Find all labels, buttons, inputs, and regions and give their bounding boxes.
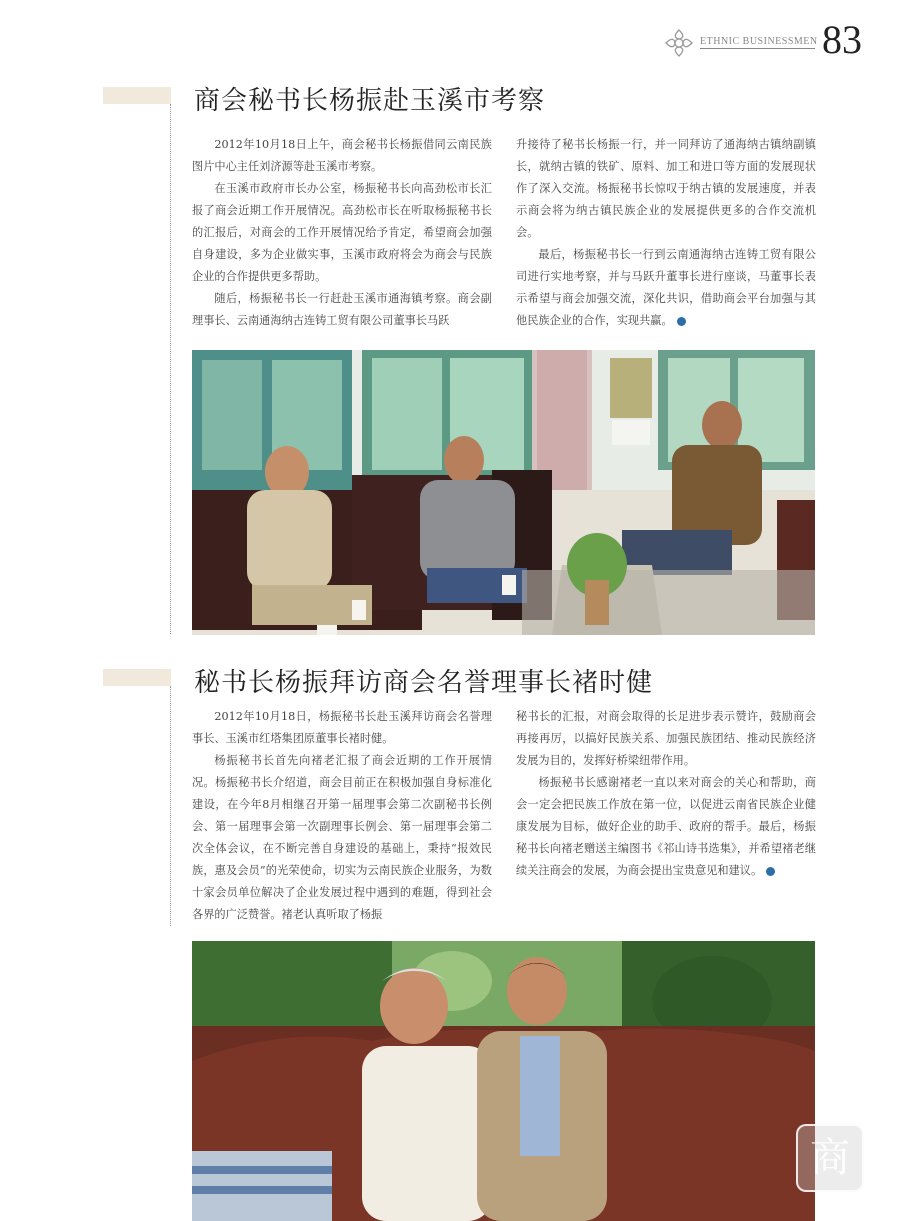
header-rule — [700, 48, 815, 49]
section-tab — [103, 669, 171, 686]
article-column-right — [516, 134, 816, 332]
article-title: 秘书长杨振拜访商会名誉理事长褚时健 — [194, 668, 654, 698]
end-mark-icon — [677, 317, 686, 326]
article-column-left — [192, 134, 492, 332]
paragraph: 升接待了秘书长杨振一行，并一同拜访了通海纳古镇纳副镇长，就纳古镇的铁矿、原料、加工和进口等方面的发展现状作了深入交流。杨振秘书长惊叹于纳古镇的发展速度，并表示商会将为纳古镇民族企业的发展提供更多的合作交流机会。 — [516, 138, 816, 239]
ornament-logo-icon — [664, 28, 694, 58]
divider-dotted — [170, 686, 171, 926]
paragraph: 秘书长的汇报，对商会取得的长足进步表示赞许，鼓励商会再接再厉，以搞好民族关系、加强民族团结、推动民族经济发展为目的，发挥好桥梁纽带作用。 — [516, 710, 816, 767]
end-mark-icon — [766, 867, 775, 876]
paragraph: 杨振秘书长感谢褚老一直以来对商会的关心和帮助，商会一定会把民族工作放在第一位，以促进云南省民族企业健康发展为目标，做好企业的助手、政府的帮手。最后，杨振秘书长向褚老赠送主编图书《祁山诗书选集》，并希望褚老继续关注商会的发展，为商会提出宝贵意见和建议。 — [516, 776, 816, 877]
divider-dotted — [170, 104, 171, 634]
watermark-badge: 商 — [796, 1124, 864, 1192]
page-number: 83 — [822, 17, 862, 62]
article-column-left — [192, 706, 492, 926]
paragraph: 最后，杨振秘书长一行到云南通海纳古连铸工贸有限公司进行实地考察，并与马跃升董事长进行座谈，马董事长表示希望与商会加强交流，深化共识，借助商会平台加强与其他民族企业的合作，实现共赢。 — [516, 248, 816, 327]
magazine-name: ETHNIC BUSINESSMEN — [700, 36, 818, 47]
article-title: 商会秘书长杨振赴玉溪市考察 — [194, 86, 546, 116]
paragraph: 2012年10月18日上午，商会秘书长杨振借同云南民族图片中心主任刘济源等赴玉溪市考察。 — [192, 138, 492, 173]
paragraph: 随后，杨振秘书长一行赶赴玉溪市通海镇考察。商会副理事长、云南通海纳古连铸工贸有限公司董事长马跃 — [192, 292, 492, 327]
section-tab — [103, 87, 171, 104]
article-column-right — [516, 706, 816, 882]
paragraph: 2012年10月18日，杨振秘书长赴玉溪拜访商会名誉理事长、玉溪市红塔集团原董事长褚时健。 — [192, 710, 492, 745]
paragraph: 杨振秘书长首先向褚老汇报了商会近期的工作开展情况。杨振秘书长介绍道，商会目前正在积极加强自身标准化建设，在今年8月相继召开第一届理事会第二次副秘书长例会、第一届理事会第一次副理事长例会、第一届理事会第二次全体会议，在不断完善自身建设的基础上，秉持“报效民族，惠及会员”的光荣使命，切实为云南民族企业服务，为数十家会员单位解决了企业发展过程中遇到的难题，得到社会各界的广泛赞誉。褚老认真听取了杨振 — [192, 754, 492, 921]
meeting-photo — [192, 350, 815, 635]
portrait-photo — [192, 941, 815, 1221]
paragraph: 在玉溪市政府市长办公室，杨振秘书长向高劲松市长汇报了商会近期工作开展情况。高劲松市长在听取杨振秘书长的汇报后，对商会的工作开展情况给予肯定，希望商会加强自身建设，多为企业做实事，玉溪市政府将会为商会与民族企业的合作提供更多帮助。 — [192, 182, 492, 283]
